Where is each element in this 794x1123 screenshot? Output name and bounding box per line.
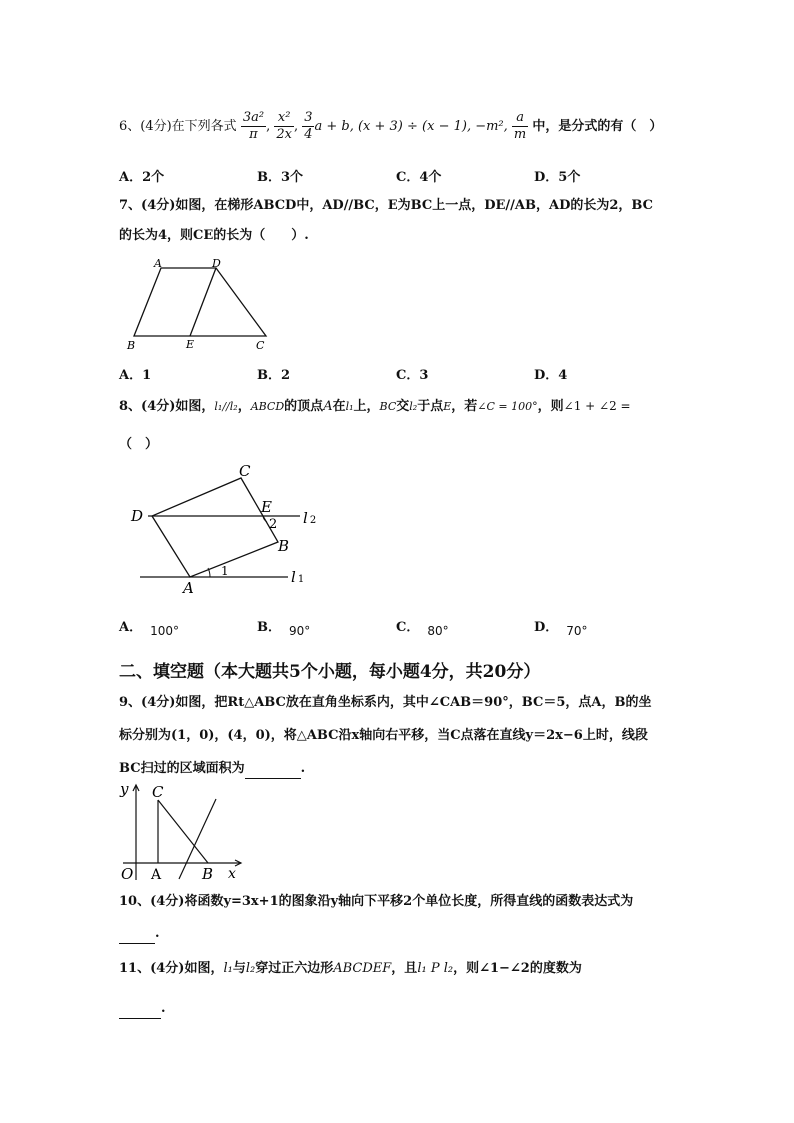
q11-stem: 11、(4分)如图，l₁与l₂穿过正六边形ABCDEF，且l₁ P l₂，则∠1−∠2的度数为 (119, 961, 582, 976)
q8-option-c[interactable]: C． 80° (396, 620, 449, 638)
q8-option-d[interactable]: D． 70° (534, 620, 588, 638)
q6-fraction-3: $\frac{3}{4}$ (304, 110, 313, 142)
q11-answer-blank[interactable] (119, 1000, 161, 1019)
q9-label-a: A (151, 867, 162, 883)
q7-label-c: C (256, 339, 265, 352)
q10-line-1: 10、(4分)将函数y=3x+1的图象沿y轴向下平移2个单位长度，所得直线的函数表达式为 (119, 894, 634, 909)
q8-label-l1: l 1 (291, 568, 305, 586)
q9-line-3: BC扫过的区域面积为 . (119, 760, 305, 779)
q11-line-2: . (119, 1000, 166, 1019)
q8-label-2: 2 (269, 517, 278, 532)
q8-parallelogram (152, 478, 278, 577)
q7-label-b: B (127, 339, 136, 352)
q6-expression: a + b, (x + 3) ÷ (x − 1), −m², (314, 119, 508, 134)
q7-option-b[interactable]: B．2 (257, 368, 291, 383)
q9-line-1: 9、(4分)如图，把Rt△ABC放在直角坐标系内，其中∠CAB＝90°，BC＝5，点A，B的坐 (119, 695, 652, 710)
q9-label-b: B (202, 865, 214, 883)
q6-option-d[interactable]: D．5个 (534, 170, 581, 185)
q6-suffix: 中，是分式的有（ ） (532, 119, 663, 134)
q7-segment-de (190, 268, 216, 336)
q8-target: ∠1 + ∠2 = (563, 399, 631, 413)
q8-label-e: E (261, 498, 272, 516)
q11-hexagon: ABCDEF (333, 961, 392, 976)
q7-option-c[interactable]: C．3 (396, 368, 429, 383)
q7-line-2: 的长为4，则CE的长为（ ）. (119, 228, 309, 243)
q9-label-o: O (121, 865, 134, 883)
q9-label-x: x (228, 866, 236, 882)
q8-label-a: A (183, 579, 194, 597)
q7-line-1: 7、(4分)如图，在梯形ABCD中，AD//BC，E为BC上一点，DE//AB，AD的长为2，BC (119, 198, 653, 213)
q7-trapezoid-figure (120, 256, 280, 356)
q8-label-b: B (278, 537, 290, 555)
q6-prefix: 6、(4分)在下列各式 (119, 119, 237, 134)
q6-stem: 6、(4分)在下列各式 $\frac{\text{3a²}}{\pi}$ , $\frac{\text{x²}}{2x}$ , $\frac{3}{4}$ a + b, (x + 3) ÷ (x − 1), −m², $\frac{a}{m}$ 中，是分式的有（ ） (119, 110, 663, 142)
q8-parallelogram-figure (128, 464, 328, 598)
q8-option-a[interactable]: A． 100° (119, 620, 179, 638)
q8-t1: 8、(4分)如图， (119, 399, 215, 414)
q8-label-d: D (131, 507, 144, 525)
q6-option-a[interactable]: A．2个 (119, 170, 165, 185)
q10-line-2: . (119, 925, 160, 944)
q9-coordinate-figure (117, 780, 252, 886)
q9-answer-blank[interactable] (245, 760, 301, 779)
q6-option-c[interactable]: C．4个 (396, 170, 442, 185)
q6-fraction-1: $\frac{\text{3a²}}{\pi}$ (242, 110, 265, 142)
q6-option-b[interactable]: B．3个 (257, 170, 304, 185)
q8-parallel-lines: l₁//l₂ (214, 400, 238, 413)
q9-label-c: C (152, 783, 164, 801)
q9-line-2: 标分别为(1，0)，(4，0)，将△ABC沿x轴向右平移，当C点落在直线y＝2x−6上时，线段 (119, 728, 648, 743)
q8-angle-c: ∠C = 100° (477, 400, 538, 413)
q7-option-d[interactable]: D．4 (534, 368, 568, 383)
q8-line-2: （ ） (119, 437, 159, 452)
q9-label-y: y (120, 780, 129, 798)
q6-fraction-4: $\frac{a}{m}$ (513, 110, 527, 142)
q6-fraction-2: $\frac{\text{x²}}{2x}$ (276, 110, 292, 142)
q7-label-e: E (186, 338, 195, 351)
q7-trapezoid (134, 268, 266, 336)
q7-label-a: A (154, 257, 162, 270)
section-title: 二、填空题（本大题共5个小题，每小题4分，共20分） (119, 662, 541, 682)
q8-quad: ABCD (250, 400, 285, 413)
q7-option-a[interactable]: A．1 (119, 368, 152, 383)
q8-label-1: 1 (221, 564, 229, 578)
q8-label-l2: l 2 (303, 509, 317, 527)
q8-label-c: C (239, 464, 251, 480)
q7-label-d: D (212, 257, 221, 270)
q8-option-b[interactable]: B． 90° (257, 620, 311, 638)
q10-answer-blank[interactable] (119, 925, 155, 944)
q8-stem: 8、(4分)如图，l₁//l₂，ABCD的顶点A在l₁上，BC交l₂于点E，若∠C = 100°，则∠1 + ∠2 = (119, 399, 631, 414)
